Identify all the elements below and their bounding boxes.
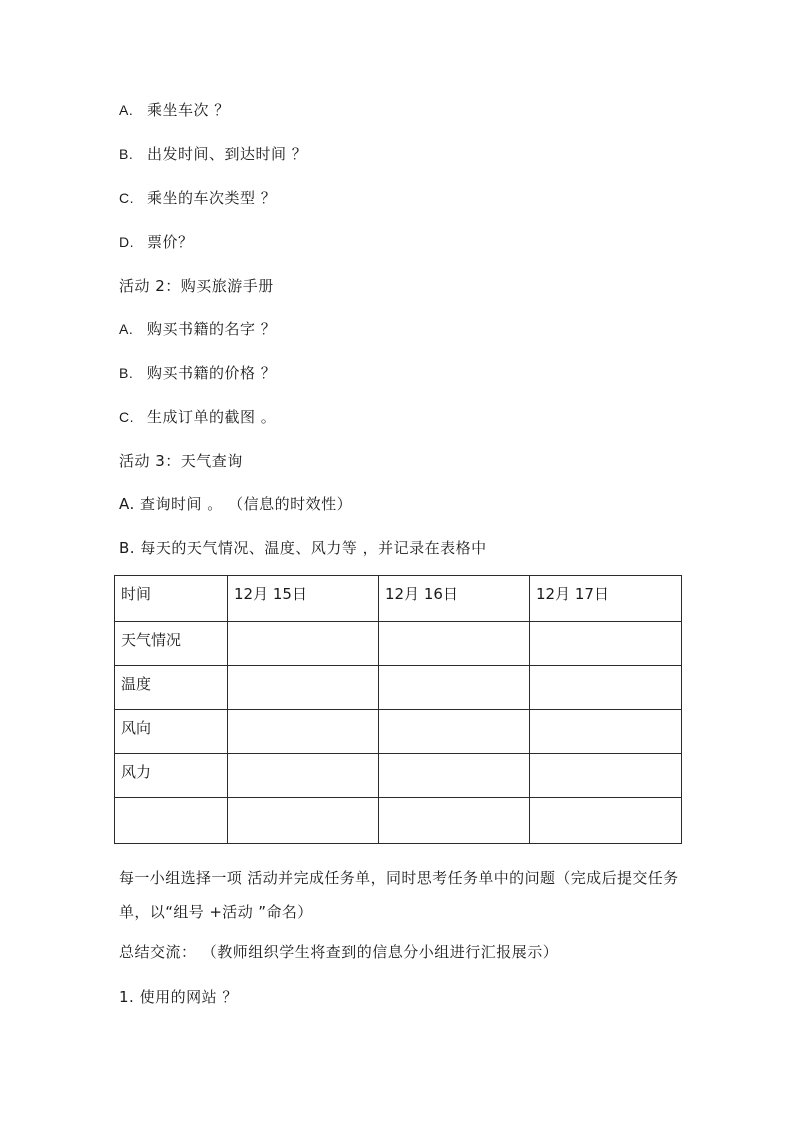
row-label: 天气情况: [115, 622, 228, 666]
table-cell[interactable]: [379, 622, 530, 666]
table-cell[interactable]: [530, 754, 682, 798]
table-cell[interactable]: [379, 754, 530, 798]
table-cell[interactable]: [379, 666, 530, 710]
table-cell[interactable]: [228, 710, 379, 754]
table-cell[interactable]: [228, 798, 379, 844]
table-cell[interactable]: [228, 622, 379, 666]
option-letter: A.: [119, 321, 134, 337]
option-letter: B.: [119, 365, 134, 381]
table-header-cell: 12月 17日: [530, 576, 682, 622]
table-cell[interactable]: [379, 710, 530, 754]
table-cell[interactable]: [228, 666, 379, 710]
table-header-row: [115, 576, 682, 622]
activity3-title: 活动 3：天气查询: [119, 452, 243, 470]
summary-line: 总结交流： （教师组织学生将查到的信息分小组进行汇报展示）: [119, 943, 559, 961]
table-row: [115, 622, 682, 666]
table-cell[interactable]: [530, 622, 682, 666]
option-c: [119, 188, 276, 208]
row-label: 温度: [115, 666, 228, 710]
activity2-title: 活动 2：购买旅游手册: [119, 277, 274, 295]
option-text: 购买书籍的价格 ？: [147, 364, 277, 382]
option-letter: C.: [119, 190, 134, 206]
instruction-paragraph: 每一小组选择一项 活动并完成任务单，同时思考任务单中的问题（完成后提交任务单，以“组号 +活动 ”命名）: [119, 869, 679, 921]
option-letter: C.: [119, 409, 134, 425]
option-text: 票价？: [147, 233, 194, 251]
option-text: 生成订单的截图 。: [147, 408, 277, 426]
table-cell[interactable]: [530, 798, 682, 844]
activity3-item-a: A. 查询时间 。 （信息的时效性）: [119, 495, 353, 513]
table-header-cell: 时间: [115, 576, 228, 622]
option-text: 购买书籍的名字 ？: [147, 320, 277, 338]
table-cell[interactable]: [228, 754, 379, 798]
option-text: 乘坐的车次类型 ？: [147, 189, 277, 207]
activity3-item-b: B. 每天的天气情况、温度、风力等 ，并记录在表格中: [119, 539, 487, 557]
activity2-option-b: [119, 363, 276, 383]
weather-table: [114, 575, 682, 844]
table-row: [115, 798, 682, 844]
row-label: 风向: [115, 710, 228, 754]
option-letter: B.: [119, 146, 134, 162]
option-text: 乘坐车次 ？: [147, 101, 230, 119]
row-label: 风力: [115, 754, 228, 798]
option-text: 出发时间、到达时间 ？: [147, 145, 308, 163]
table-header-cell: 12月 16日: [379, 576, 530, 622]
table-cell[interactable]: [530, 710, 682, 754]
option-b: [119, 144, 307, 164]
table-header-cell: 12月 15日: [228, 576, 379, 622]
option-letter: A.: [119, 102, 134, 118]
option-letter: D.: [119, 234, 134, 250]
table-row: [115, 666, 682, 710]
question-1: 1. 使用的网站 ？: [119, 988, 238, 1006]
option-a: [119, 100, 230, 120]
table-row: [115, 754, 682, 798]
activity2-option-a: [119, 319, 276, 339]
option-d: [119, 232, 194, 252]
activity2-option-c: [119, 407, 276, 427]
table-cell[interactable]: [530, 666, 682, 710]
row-label: [115, 798, 228, 844]
table-cell[interactable]: [379, 798, 530, 844]
table-row: [115, 710, 682, 754]
